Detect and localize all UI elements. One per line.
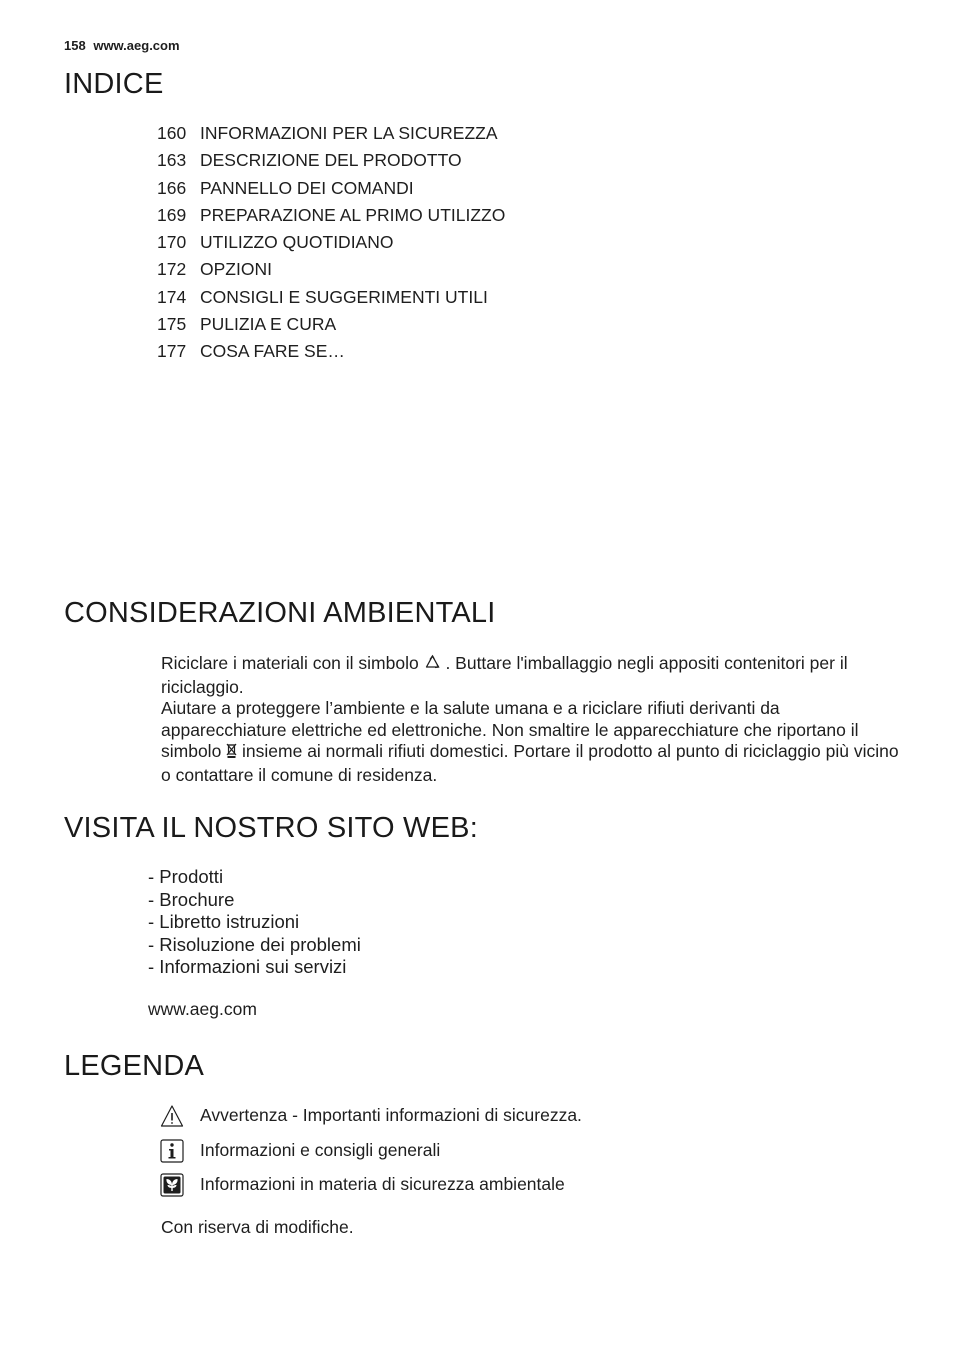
website-url-link[interactable]: www.aeg.com — [148, 999, 257, 1019]
toc-label: CONSIGLI E SUGGERIMENTI UTILI — [200, 286, 488, 307]
toc-label: DESCRIZIONE DEL PRODOTTO — [200, 150, 462, 171]
ambiente-p2-start: Aiutare a proteggere l’ambiente e la salute umana e a riciclare rifiuti derivanti da apparecchiature elettriche ed elettroniche. Non smaltire le apparecchiature che riportano il simbolo — [161, 698, 859, 762]
toc-page: 163 — [157, 150, 187, 171]
toc-page: 174 — [157, 286, 187, 307]
legend-label: Informazioni e consigli generali — [200, 1140, 441, 1160]
ambiente-p2-end: insieme ai normali rifiuti domestici. Portare il prodotto al punto di riciclaggio più vicino o contattare il comune di residenza. — [161, 741, 899, 785]
toc-item[interactable] — [157, 177, 505, 204]
legend-label: Avvertenza - Importanti informazioni di sicurezza. — [200, 1105, 582, 1125]
toc-page: 166 — [157, 177, 187, 198]
ambiente-p1-start: Riciclare i materiali con il simbolo — [161, 653, 424, 673]
toc-item[interactable] — [157, 231, 505, 258]
toc-page: 172 — [157, 259, 187, 280]
toc-item[interactable] — [157, 122, 505, 149]
toc-label: COSA FARE SE… — [200, 341, 345, 362]
toc-page: 175 — [157, 314, 187, 335]
list-item: - Libretto istruzioni — [148, 911, 300, 933]
legend-label: Informazioni in materia di sicurezza ambientale — [200, 1174, 565, 1194]
ambiente-title: CONSIDERAZIONI AMBIENTALI — [64, 597, 496, 629]
toc-label: INFORMAZIONI PER LA SICUREZZA — [200, 123, 498, 143]
list-item: - Informazioni sui servizi — [148, 956, 347, 978]
legenda-title: LEGENDA — [64, 1050, 204, 1082]
table-of-contents — [157, 122, 505, 368]
warning-triangle-icon — [160, 1104, 184, 1128]
toc-page: 177 — [157, 341, 187, 362]
toc-page: 169 — [157, 204, 187, 225]
toc-label: PULIZIA E CURA — [200, 314, 337, 335]
ambiente-paragraph-2 — [161, 698, 901, 786]
toc-item[interactable] — [157, 204, 505, 231]
toc-label: PREPARAZIONE AL PRIMO UTILIZZO — [200, 204, 506, 225]
toc-item[interactable] — [157, 258, 505, 285]
toc-label: OPZIONI — [200, 259, 272, 280]
page-header — [64, 38, 180, 53]
website-links-list — [148, 866, 361, 979]
toc-item[interactable] — [157, 149, 505, 176]
info-icon — [160, 1139, 184, 1163]
toc-page: 160 — [157, 123, 187, 143]
toc-label: UTILIZZO QUOTIDIANO — [200, 232, 394, 253]
header-url[interactable]: www.aeg.com — [93, 38, 180, 53]
toc-item[interactable] — [157, 313, 505, 340]
indice-title: INDICE — [64, 68, 164, 100]
list-item: - Risoluzione dei problemi — [148, 933, 361, 955]
list-item: - Brochure — [148, 888, 235, 910]
toc-page: 170 — [157, 232, 187, 253]
environment-icon — [160, 1173, 184, 1197]
page-number: 158 — [64, 38, 86, 53]
ambiente-text — [161, 653, 901, 787]
ambiente-p1-end: . Buttare l'imballaggio negli appositi contenitori per il riciclaggio. — [161, 653, 848, 697]
toc-label: PANNELLO DEI COMANDI — [200, 177, 414, 198]
sito-title: VISITA IL NOSTRO SITO WEB: — [64, 812, 478, 844]
recycle-icon — [424, 654, 441, 677]
ambiente-paragraph-1 — [161, 653, 901, 698]
footer-note: Con riserva di modifiche. — [161, 1217, 354, 1237]
toc-item[interactable] — [157, 340, 505, 367]
list-item: - Prodotti — [148, 866, 224, 887]
crossed-bin-icon — [226, 742, 237, 765]
toc-item[interactable] — [157, 286, 505, 313]
